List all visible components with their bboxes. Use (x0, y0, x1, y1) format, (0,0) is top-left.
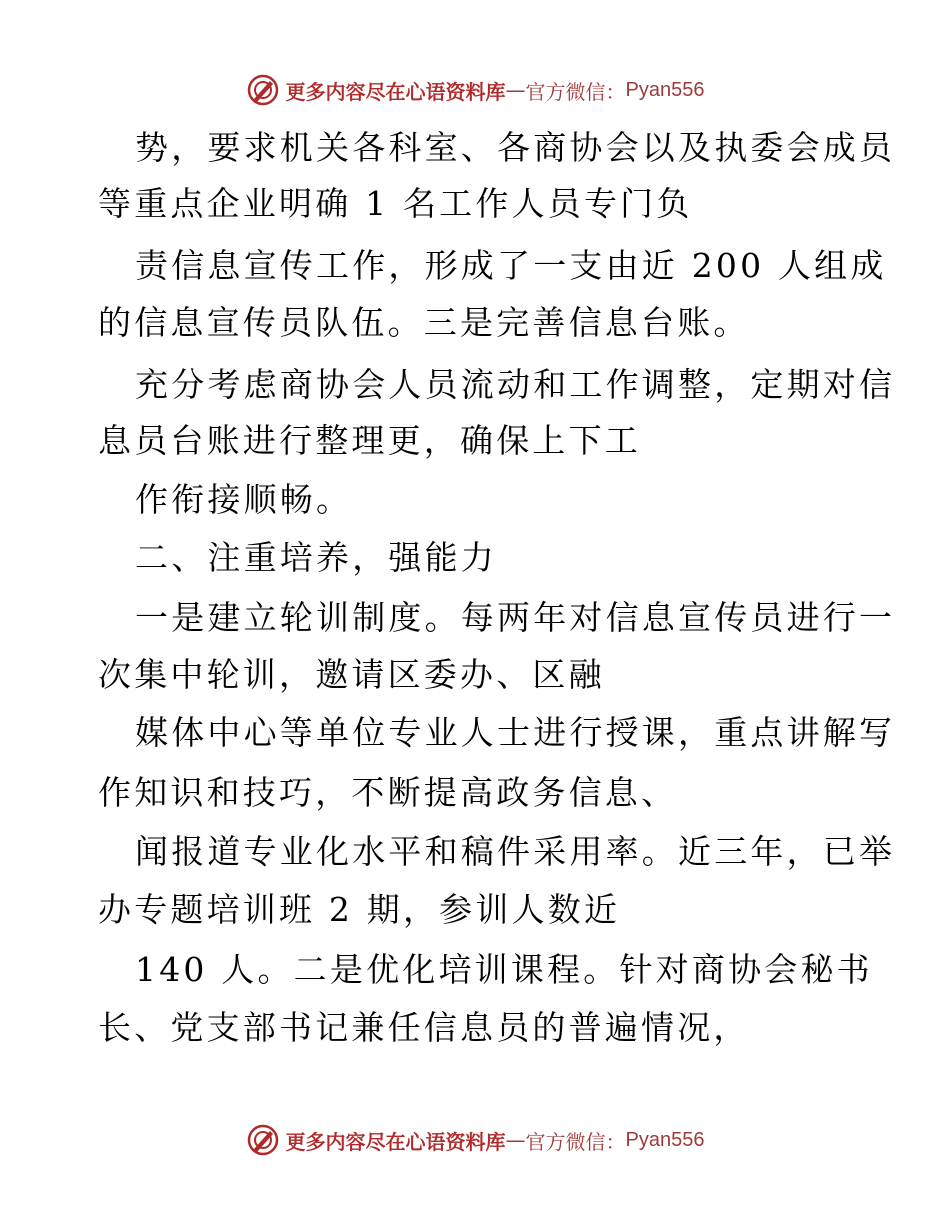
body-line: 息员台账进行整理更，确保上下工 (98, 421, 641, 460)
body-line: 次集中轮训，邀请区委办、区融 (98, 655, 605, 694)
body-line: 充分考虑商协会人员流动和工作调整，定期对信 (135, 365, 896, 404)
body-line: 作衔接顺畅。 (135, 480, 353, 519)
body-line: 140 人。二是优化培训课程。针对商协会秘书 (135, 950, 873, 989)
footer-site-text: 更多内容尽在心语资料库 (285, 1129, 506, 1154)
section-heading: 二、注重培养，强能力 (135, 538, 497, 577)
body-line: 等重点企业明确 1 名工作人员专门负 (98, 184, 693, 223)
body-line: 闻报道专业化水平和稿件采用率。近三年，已举 (135, 832, 896, 871)
body-line: 作知识和技巧，不断提高政务信息、 (98, 773, 678, 812)
body-line: 势，要求机关各科室、各商协会以及执委会成员 (135, 128, 896, 167)
body-line: 一是建立轮训制度。每两年对信息宣传员进行一 (135, 598, 896, 637)
footer-wechat-label: 官方微信： (525, 1129, 626, 1154)
footer-separator: — (505, 1128, 526, 1152)
body-line: 长、党支部书记兼任信息员的普遍情况， (98, 1008, 750, 1047)
header-separator: — (505, 78, 526, 102)
footer-banner (0, 1120, 950, 1160)
body-line: 责信息宣传工作，形成了一支由近 200 人组成 (135, 246, 887, 285)
logo-icon (246, 1123, 280, 1157)
header-banner (0, 70, 950, 110)
logo-icon (246, 73, 280, 107)
body-line: 办专题培训班 2 期，参训人数近 (98, 890, 621, 929)
header-wechat-id: Pyan556 (625, 78, 705, 101)
body-line: 的信息宣传员队伍。三是完善信息台账。 (98, 303, 750, 342)
header-site-text: 更多内容尽在心语资料库 (285, 79, 506, 104)
header-wechat-label: 官方微信： (525, 79, 626, 104)
body-line: 媒体中心等单位专业人士进行授课，重点讲解写 (135, 713, 896, 752)
footer-wechat-id: Pyan556 (625, 1128, 705, 1151)
